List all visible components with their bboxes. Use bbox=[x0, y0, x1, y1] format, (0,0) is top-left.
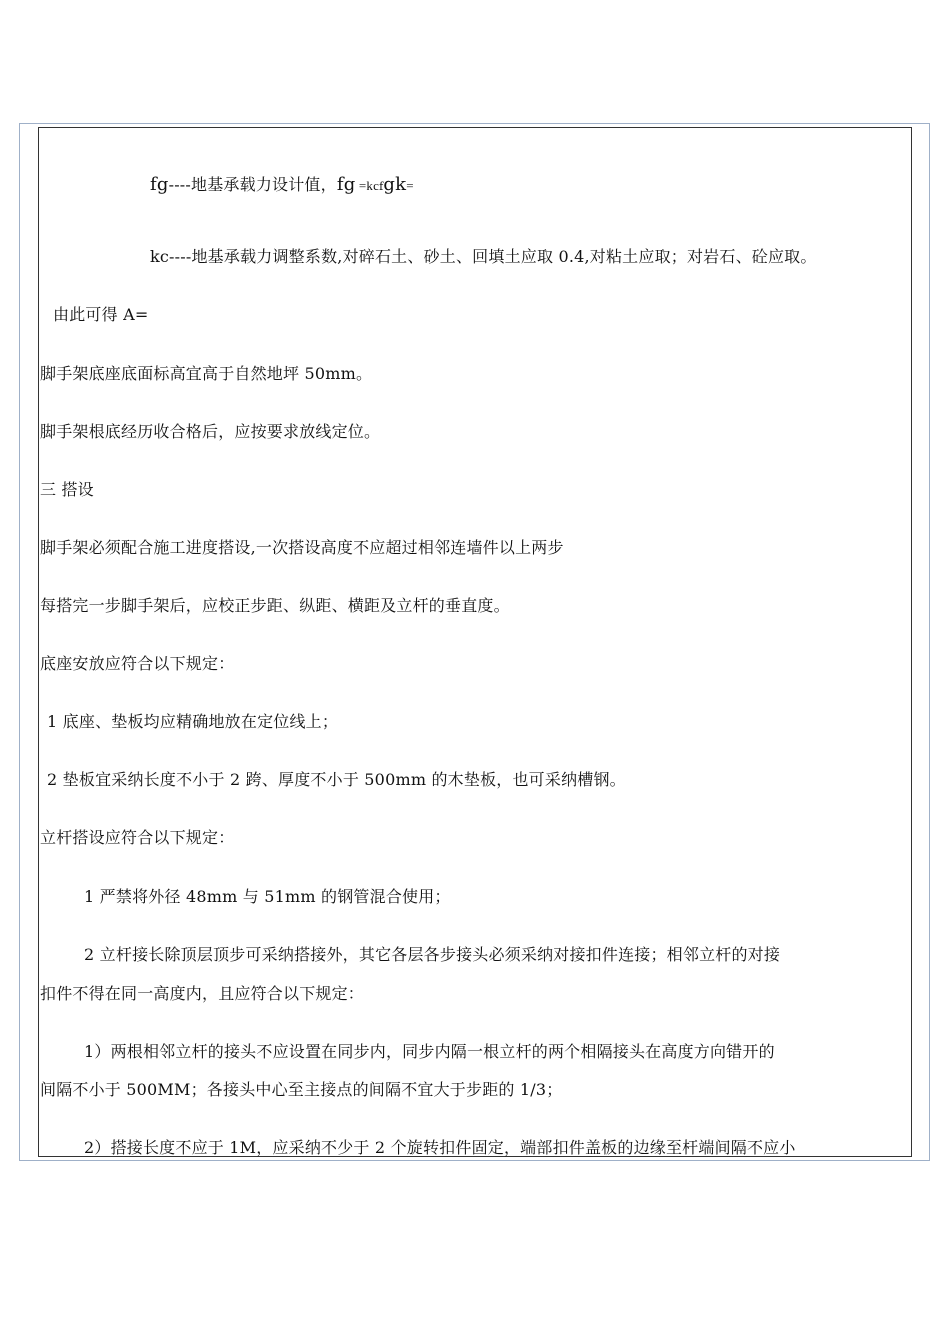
pole-rule-2-line-1: 2 立杆接长除顶层顶步可采纳搭接外，其它各层各步接头必须采纳对接扣件连接；相邻立杆的对接 bbox=[84, 945, 781, 964]
list-item-1: 1 底座、垫板均应精确地放在定位线上； bbox=[47, 712, 339, 731]
list-item-2: 2 垫板宜采纳长度不小于 2 跨、厚度不小于 500mm 的木垫板，也可采纳槽钢。 bbox=[47, 770, 626, 789]
sub-rule-1-line-2: 间隔不小于 500MM；各接头中心至主接点的间隔不宜大于步距的 1/3； bbox=[40, 1080, 563, 1099]
kc-definition-line: kc----地基承载力调整系数,对碎石土、砂土、回填土应取 0.4,对粘土应取；对岩石、砼应取。 bbox=[150, 247, 817, 266]
section-heading-erection: 三 搭设 bbox=[40, 480, 94, 499]
gk-symbol: gk bbox=[383, 174, 407, 195]
fg-description: ----地基承载力设计值， bbox=[168, 175, 337, 194]
paragraph-base-rules: 底座安放应符合以下规定： bbox=[40, 654, 235, 673]
sub-rule-1-line-1: 1）两根相邻立杆的接头不应设置在同步内，同步内隔一根立杆的两个相隔接头在高度方向错开的 bbox=[84, 1042, 775, 1061]
pole-rule-1: 1 严禁将外径 48mm 与 51mm 的钢管混合使用； bbox=[84, 887, 451, 906]
paragraph-pole-rules: 立杆搭设应符合以下规定： bbox=[40, 828, 235, 847]
paragraph-correction: 每搭完一步脚手架后，应校正步距、纵距、横距及立杆的垂直度。 bbox=[40, 596, 510, 615]
paragraph-foundation: 脚手架根底经历收合格后，应按要求放线定位。 bbox=[40, 422, 381, 441]
f-symbol: f bbox=[379, 180, 384, 193]
formula-fg-line bbox=[150, 172, 414, 195]
paragraph-erection-progress: 脚手架必须配合施工进度搭设,一次搭设高度不应超过相邻连墙件以上两步 bbox=[40, 538, 564, 557]
sub-rule-2-line-1: 2）搭接长度不应于 1M，应采纳不少于 2 个旋转扣件固定，端部扣件盖板的边缘至杆端间隔不应小 bbox=[84, 1138, 796, 1157]
result-a-line: 由此可得 A= bbox=[53, 305, 149, 324]
kc-text: =kc bbox=[355, 178, 380, 193]
pole-rule-2-line-2: 扣件不得在同一高度内，且应符合以下规定： bbox=[40, 984, 365, 1003]
paragraph-base-elevation: 脚手架底座底面标高宜高于自然地坪 50mm。 bbox=[40, 364, 373, 383]
fg-symbol: fg bbox=[150, 174, 169, 195]
equals-sign: = bbox=[406, 178, 414, 193]
fg-symbol-2: fg bbox=[336, 174, 356, 195]
